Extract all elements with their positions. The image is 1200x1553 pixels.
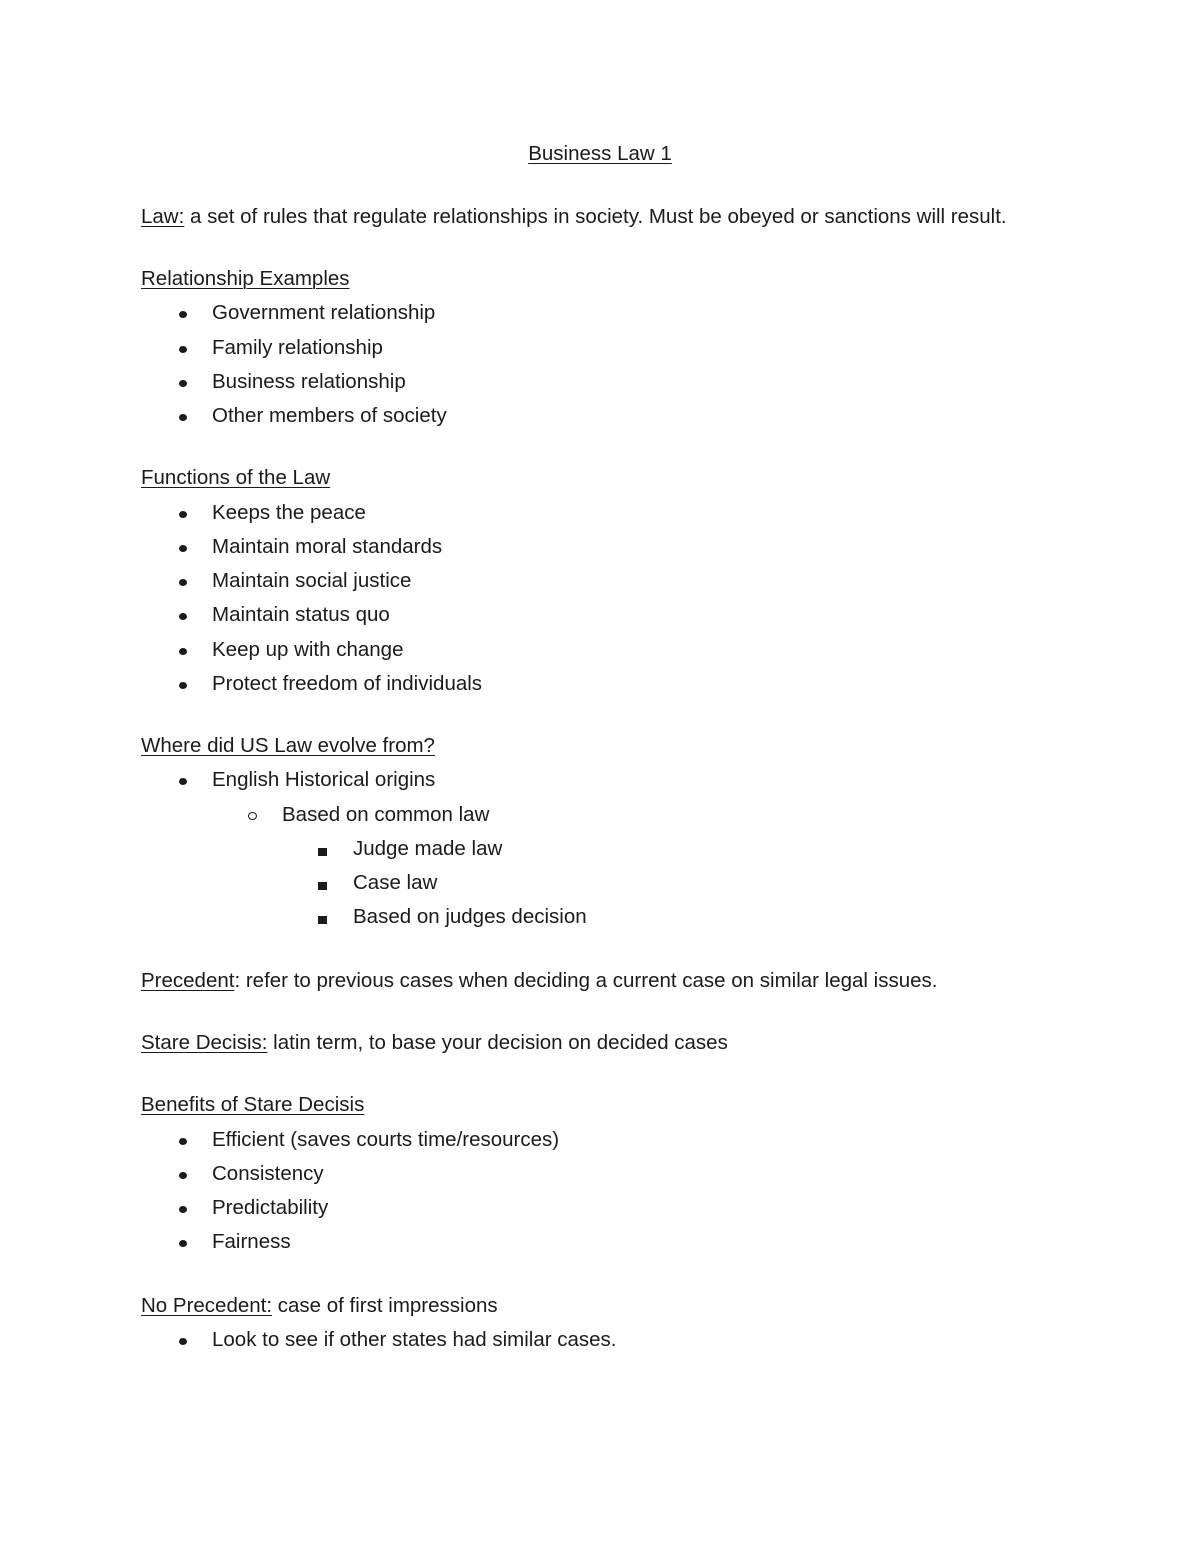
bullet-circle-icon [248,812,257,820]
bullet-disc-icon [179,380,187,387]
document-title-text: Business Law 1 [528,142,672,165]
stare-decisis-definition [141,1031,728,1055]
precedent-definition [141,969,938,993]
bullet-disc-icon [179,682,187,689]
list-item-level3: Case law [353,871,438,894]
bullet-square-icon [318,916,327,924]
origins-heading [141,734,435,758]
list-item-level3: Judge made law [353,837,503,860]
bullet-disc-icon [179,1138,187,1145]
list-item: Consistency [212,1162,324,1185]
list-item: Fairness [212,1230,291,1253]
list-item: Other members of society [212,404,447,427]
law-definition-text: a set of rules that regulate relationships in society. Must be obeyed or sanctions will result. [184,205,1007,228]
list-item: Look to see if other states had similar cases. [212,1328,617,1351]
bullet-disc-icon [179,1172,187,1179]
bullet-disc-icon [179,1206,187,1213]
law-definition [141,205,1007,229]
bullet-disc-icon [179,1338,187,1345]
bullet-disc-icon [179,1240,187,1247]
bullet-disc-icon [179,579,187,586]
origins-heading-text: Where did US Law evolve from? [141,734,435,757]
functions-heading [141,466,330,490]
list-item: Maintain status quo [212,603,390,626]
precedent-term: Precedent [141,969,235,992]
stare-decisis-definition-text: latin term, to base your decision on decided cases [267,1031,728,1054]
list-item: Predictability [212,1196,329,1219]
bullet-disc-icon [179,545,187,552]
list-item: Protect freedom of individuals [212,672,483,695]
benefits-heading [141,1093,364,1117]
bullet-disc-icon [179,648,187,655]
bullet-disc-icon [179,414,187,421]
list-item: Maintain social justice [212,569,412,592]
document-title [0,142,1200,166]
relationship-heading [141,267,350,291]
bullet-square-icon [318,848,327,856]
list-item: English Historical origins [212,768,436,791]
list-item: Family relationship [212,336,383,359]
no-precedent-definition [141,1294,498,1318]
benefits-heading-text: Benefits of Stare Decisis [141,1093,365,1116]
no-precedent-term: No Precedent: [141,1294,273,1317]
precedent-definition-text: : refer to previous cases when deciding a current case on similar legal issues. [234,969,938,992]
list-item: Maintain moral standards [212,535,443,558]
list-item-level2: Based on common law [282,803,490,826]
bullet-disc-icon [179,311,187,318]
no-precedent-definition-text: case of first impressions [272,1294,498,1317]
functions-heading-text: Functions of the Law [141,466,331,489]
list-item-level3: Based on judges decision [353,905,587,928]
bullet-disc-icon [179,346,187,353]
list-item: Keep up with change [212,638,404,661]
list-item: Keeps the peace [212,501,366,524]
law-term: Law: [141,205,185,228]
bullet-disc-icon [179,778,187,785]
bullet-disc-icon [179,613,187,620]
list-item: Efficient (saves courts time/resources) [212,1128,560,1151]
list-item: Business relationship [212,370,406,393]
bullet-square-icon [318,882,327,890]
relationship-heading-text: Relationship Examples [141,267,350,290]
list-item: Government relationship [212,301,436,324]
bullet-disc-icon [179,511,187,518]
stare-decisis-term: Stare Decisis: [141,1031,268,1054]
